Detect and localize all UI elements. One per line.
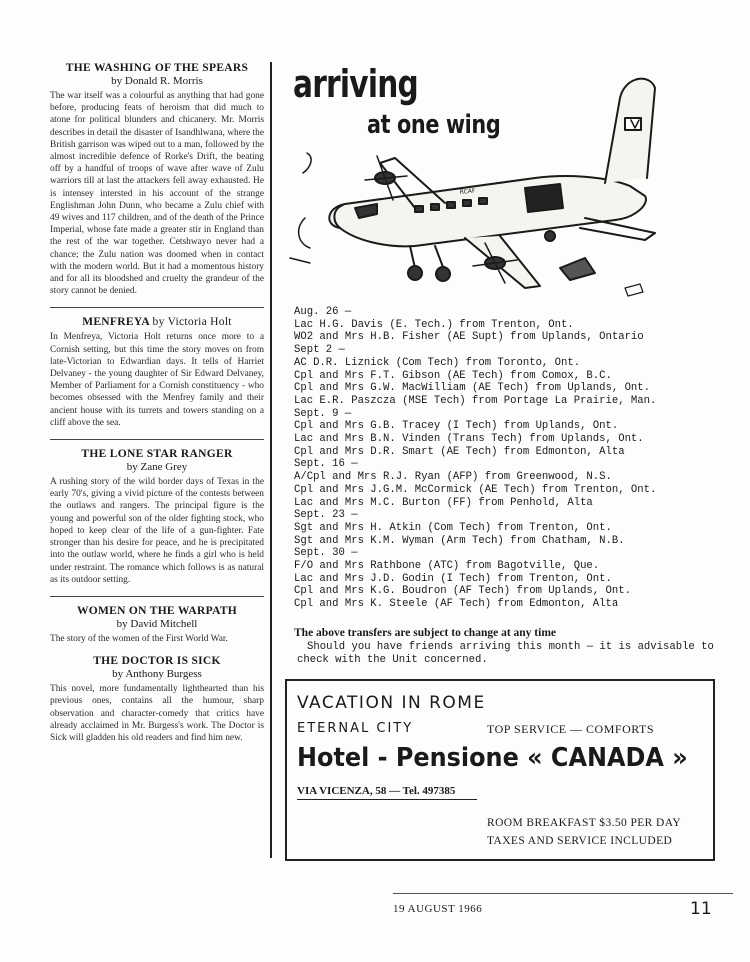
arrival-date: Aug. 26 — bbox=[294, 306, 352, 318]
book-review bbox=[50, 655, 264, 744]
book-author: by Zane Grey bbox=[126, 461, 188, 474]
ad-title: VACATION IN ROME bbox=[297, 693, 486, 713]
book-review bbox=[50, 62, 264, 297]
arrival-group bbox=[294, 344, 694, 408]
book-author: by Donald R. Morris bbox=[111, 75, 203, 87]
arrival-entry: Cpl and Mrs D.R. Smart (AE Tech) from Edmonton, Alta bbox=[294, 445, 625, 458]
book-author: by Anthony Burgess bbox=[112, 668, 202, 681]
plane-label: RCAF bbox=[459, 187, 476, 196]
arrival-date: Sept. 23 — bbox=[294, 509, 358, 522]
book-text: A rushing story of the wild border days of Texas in the early 70's, giving a vivid picture of the contests between the outlaws and rangers. The principal figure is the young and powerful son of the older fighting stock, who hoped to keep clear of the life of a gun-fighter. Fate stronger than his desire for peace, and he is precipitated into the outlaw world, where he finds a girl who is held under restraint. The romance which follows is as natural as its outdoor setting. bbox=[50, 477, 264, 585]
arrival-entry: Sgt and Mrs H. Atkin (Com Tech) from Trenton, Ont. bbox=[294, 521, 612, 534]
arrivals-list bbox=[294, 306, 694, 611]
arrival-entry: Lac and Mrs B.N. Vinden (Trans Tech) from Uplands, Ont. bbox=[294, 433, 644, 446]
arrival-entry: Cpl and Mrs K. Steele (AF Tech) from Edmonton, Alta bbox=[294, 598, 619, 611]
arrival-group bbox=[294, 509, 694, 547]
book-text: The war itself was a colourful as anything that had gone before, producing feats of heroism that did much to atone for political blunders and chicanery. Mr. Morris describes in detail the disaster of Isandhlwana, where the British garrison was wiped out to a man, followed by the almost incredible defence of Rorke's Drift, the beating off by a handful of troops of wave after wave of Zulu warriors till at last the attackers fell away exhausted. He is intensey intersted in his account of the strange Englishman John Dunn, who became a Zulu chief with 49 wives and 117 children, and of the death of the Prince Imperial, whose fate made a greater stir in England than the rest of the war together. Cetshwayo never had a chance; the Zulu nation was doomed when in contact with the modern world. But it had a momentous history and for all its bloodshed and cruelty the grandeur of the story cannot be denied. bbox=[50, 91, 264, 297]
ad-city: ETERNAL CITY bbox=[297, 721, 414, 736]
book-title: THE WASHING OF THE SPEARS bbox=[65, 62, 249, 74]
feature-title: arriving bbox=[293, 62, 418, 106]
arrival-entry: Lac E.R. Paszcza (MSE Tech) from Portage La Prairie, Man. bbox=[294, 394, 657, 407]
arrival-date: Sept 2 — bbox=[294, 344, 345, 357]
transfer-notice: The above transfers are subject to change at any time bbox=[294, 627, 557, 639]
ad-room-price: ROOM BREAKFAST $3.50 PER DAY bbox=[487, 817, 682, 829]
feature-subtitle: at one wing bbox=[367, 110, 501, 140]
hotel-advertisement bbox=[285, 679, 715, 861]
arrival-date: Sept. 16 — bbox=[294, 458, 358, 471]
book-author: by David Mitchell bbox=[116, 617, 198, 630]
book-title: THE DOCTOR IS SICK bbox=[93, 655, 221, 668]
book-author-inline: by Victoria Holt bbox=[152, 316, 232, 329]
arrival-date: Sept. 9 — bbox=[294, 407, 352, 420]
divider bbox=[50, 307, 264, 308]
arrival-entry: WO2 and Mrs H.B. Fisher (AE Supt) from Uplands, Ontario bbox=[294, 331, 644, 344]
ad-hotel-name: Hotel - Pensione « CANADA » bbox=[297, 743, 688, 773]
book-title-text: MENFREYA bbox=[82, 316, 150, 329]
book-text: The story of the women of the First World War. bbox=[50, 633, 228, 644]
page-number: 11 bbox=[690, 899, 712, 919]
arrival-date: Sept. 30 — bbox=[294, 547, 358, 560]
arrival-entry: Cpl and Mrs J.G.M. McCormick (AE Tech) from Trenton, Ont. bbox=[294, 483, 657, 496]
arrival-entry: Cpl and Mrs F.T. Gibson (AE Tech) from Comox, B.C. bbox=[294, 369, 612, 382]
arrival-entry: F/O and Mrs Rathbone (ATC) from Bagotville, Que. bbox=[294, 560, 600, 573]
arrival-entry: Lac H.G. Davis (E. Tech.) from Trenton, Ont. bbox=[294, 318, 574, 331]
arrival-group bbox=[294, 547, 694, 611]
advice-text: Should you have friends arriving this month — it is advisable to check with the Unit concerned. bbox=[297, 641, 714, 666]
ad-address: VIA VICENZA, 58 — Tel. 497385 bbox=[297, 785, 456, 797]
column-divider bbox=[270, 62, 272, 858]
book-title: THE LONE STAR RANGER bbox=[81, 448, 233, 461]
book-title bbox=[50, 316, 264, 328]
ad-service: TOP SERVICE — COMFORTS bbox=[487, 722, 655, 736]
arrival-group bbox=[294, 306, 694, 344]
divider bbox=[297, 799, 477, 800]
book-title: WOMEN ON THE WARPATH bbox=[76, 604, 238, 617]
arrival-entry: Lac and Mrs M.C. Burton (FF) from Penhold, Alta bbox=[294, 496, 593, 509]
arrival-entry: Cpl and Mrs G.W. MacWilliam (AE Tech) from Uplands, Ont. bbox=[294, 382, 651, 395]
book-reviews-column bbox=[50, 62, 264, 754]
arrival-group bbox=[294, 458, 694, 509]
book-review bbox=[50, 605, 264, 645]
book-review bbox=[50, 316, 264, 429]
arrival-entry: AC D.R. Liznick (Com Tech) from Toronto, Ont. bbox=[294, 356, 581, 369]
arrival-entry: Lac and Mrs J.D. Godin (I Tech) from Trenton, Ont. bbox=[294, 572, 612, 585]
footer-divider bbox=[393, 893, 733, 894]
footer-date: 19 AUGUST 1966 bbox=[393, 903, 483, 915]
arrival-entry: Cpl and Mrs K.G. Boudron (AF Tech) from Uplands, Ont. bbox=[294, 585, 631, 598]
book-text: In Menfreya, Victoria Holt returns once more to a Cornish setting, but this time the story moves on from late-Victorian to Edwardian days. It tells of Harriet Delvaney - the young daughter of Sir Edward Delvaney, Member of Parliament for a Cornish constituency - who becomes obsessed with the Menfrey family and their ancient house with its turrets and towers standing on a cliff above the sea. bbox=[50, 332, 264, 428]
ad-taxes: TAXES AND SERVICE INCLUDED bbox=[487, 835, 673, 847]
arrival-group bbox=[294, 408, 694, 459]
arrival-entry: A/Cpl and Mrs R.J. Ryan (AFP) from Greenwood, N.S. bbox=[294, 471, 612, 484]
book-text: This novel, more fundamentally lighthearted than his previous ones, contains all the humour, sharp observation and character-comedy that critics have already acclaimed in Mr. Burgess's work. The Doctor is Sick will gladden his old readers and find him new. bbox=[50, 684, 264, 743]
arrival-entry: Sgt and Mrs K.M. Wyman (Arm Tech) from Chatham, N.B. bbox=[294, 534, 625, 547]
book-review bbox=[50, 448, 264, 586]
divider bbox=[50, 596, 264, 597]
divider bbox=[50, 439, 264, 440]
arrival-entry: Cpl and Mrs G.B. Tracey (I Tech) from Uplands, Ont. bbox=[294, 420, 619, 433]
